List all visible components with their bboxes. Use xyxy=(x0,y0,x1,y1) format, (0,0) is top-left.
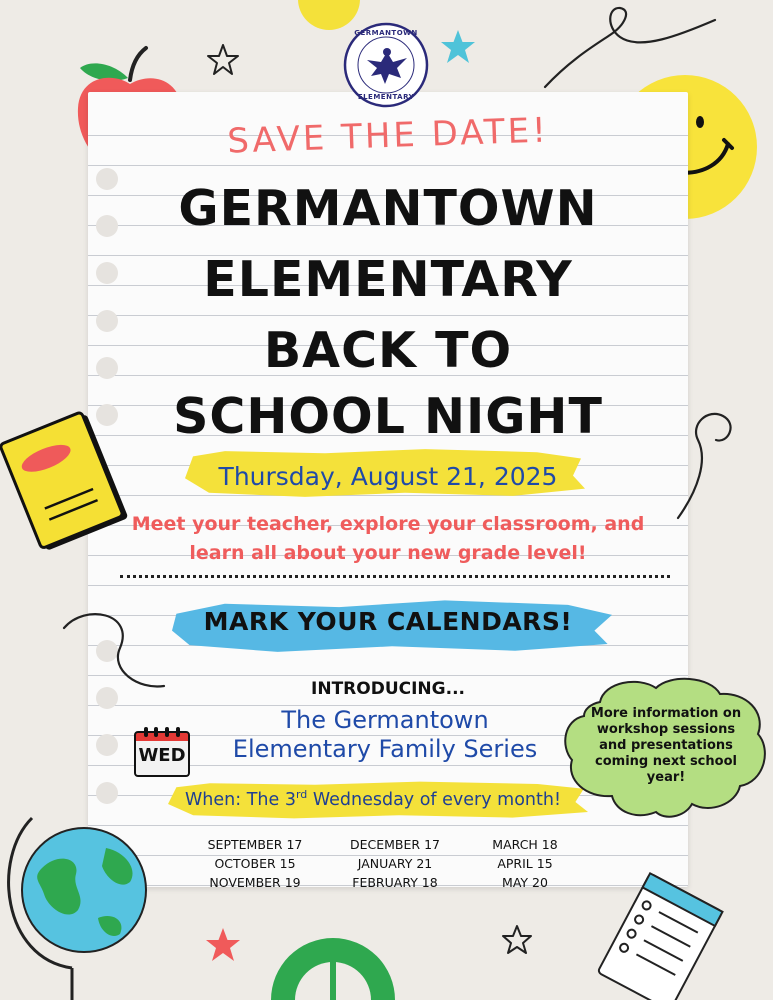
event-description-line-2: learn all about your new grade level! xyxy=(189,542,587,564)
title-line-2: ELEMENTARY xyxy=(203,251,573,308)
globe-icon xyxy=(2,808,167,1000)
when-ordinal: rd xyxy=(295,788,308,801)
month-date: OCTOBER 15 xyxy=(214,856,296,871)
bubble-text-line: More information on xyxy=(590,706,742,721)
bubble-text xyxy=(586,706,746,786)
month-date: SEPTEMBER 17 xyxy=(207,837,303,852)
months-column-2 xyxy=(335,835,455,892)
mark-your-calendars-heading: MARK YOUR CALENDARS! xyxy=(203,607,573,636)
calendar-ring xyxy=(165,727,169,737)
calendar-ring xyxy=(144,727,148,737)
star-outline-icon xyxy=(205,42,241,78)
star-red-icon xyxy=(204,926,242,964)
logo-top-text: GERMANTOWN xyxy=(354,29,418,37)
info-speech-bubble xyxy=(560,672,772,820)
logo-bottom-text: ELEMENTARY xyxy=(357,93,415,101)
months-column-3 xyxy=(475,835,575,892)
calendar-ring xyxy=(154,727,158,737)
bubble-text-line: coming next school xyxy=(595,754,737,769)
bubble-text-line: workshop sessions xyxy=(596,722,736,737)
title-line-4: SCHOOL NIGHT xyxy=(173,388,603,445)
event-description-line-1: Meet your teacher, explore your classroom, and xyxy=(131,513,645,535)
when-prefix: When: The 3 xyxy=(185,789,296,810)
month-date: FEBRUARY 18 xyxy=(352,875,438,890)
introducing-label: INTRODUCING... xyxy=(311,679,465,699)
month-date: MARCH 18 xyxy=(492,837,558,852)
when-schedule xyxy=(185,788,561,810)
protractor-icon xyxy=(265,915,400,1000)
month-date: JANUARY 21 xyxy=(357,856,433,871)
bubble-text-line: year! xyxy=(646,770,686,785)
calendar-day-label: WED xyxy=(138,745,186,766)
paper-hole xyxy=(96,782,118,804)
star-outline-bottom-icon xyxy=(500,923,534,957)
dotted-divider xyxy=(120,575,670,578)
month-date: APRIL 15 xyxy=(497,856,553,871)
paper-hole xyxy=(96,734,118,756)
family-series-title xyxy=(210,706,560,764)
month-date: DECEMBER 17 xyxy=(350,837,440,852)
title-line-3: BACK TO xyxy=(263,322,513,379)
calendar-ring xyxy=(176,727,180,737)
month-date: NOVEMBER 19 xyxy=(209,875,301,890)
calendar-icon xyxy=(132,727,192,779)
squiggle-right-decoration xyxy=(668,400,748,520)
months-column-1 xyxy=(195,835,315,892)
month-date: MAY 20 xyxy=(502,875,548,890)
family-series-line-1: The Germantown xyxy=(281,706,489,734)
school-logo xyxy=(343,22,429,108)
event-description xyxy=(88,510,688,568)
when-suffix: Wednesday of every month! xyxy=(307,789,561,810)
save-the-date-heading: SAVE THE DATE! xyxy=(226,110,550,162)
bubble-text-line: and presentations xyxy=(599,738,733,753)
title-line-1: GERMANTOWN xyxy=(178,180,598,237)
star-teal-icon xyxy=(438,27,478,67)
event-date: Thursday, August 21, 2025 xyxy=(218,462,558,491)
family-series-line-2: Elementary Family Series xyxy=(232,735,538,763)
clipboard-note-icon xyxy=(585,862,735,1000)
